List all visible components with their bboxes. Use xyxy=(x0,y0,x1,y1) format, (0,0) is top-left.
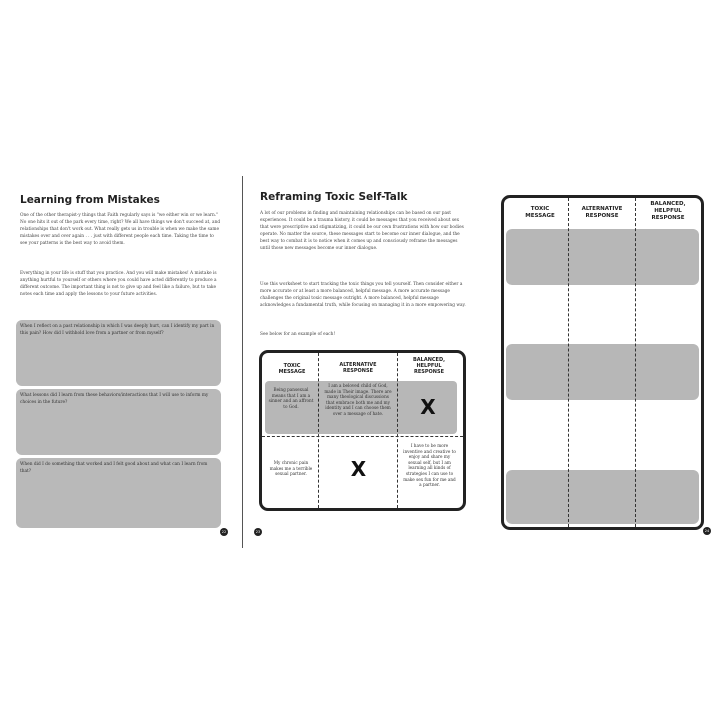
row-1-shading[interactable] xyxy=(506,229,699,285)
page-number: 22 xyxy=(221,530,227,534)
row-1-balanced-x-mark: X xyxy=(420,395,436,419)
book-spine-divider xyxy=(242,176,243,548)
question-text-3: When did I do something that worked and I felt good about and what can I learn from that? xyxy=(20,462,208,474)
intro-paragraph-1: A lot of our problems in finding and maintaining relationships can be based on our past experiences. It could be a trauma history, it could be messages that you received about sex that were prescriptive and stigmatizing, it could be our own frustrations with how our bodies operate. No matter the source, these messages start to become our inner dialogue, and the best way to combat it is to notice when it comes up and consciously reframe the messages until those new messages become our inner dialogue. xyxy=(260,211,464,252)
row-2-toxic-message: My chronic pain makes me a terrible sexual partner. xyxy=(269,460,313,477)
column-divider-1 xyxy=(568,198,569,527)
question-text-2: What lessons did I learn from these behaviors/interactions that I will use to inform my choices in the future? xyxy=(20,393,209,405)
page-number: 24 xyxy=(704,529,710,533)
row-1-toxic-message: Being pansexual means that I am a sinner and an affront to God. xyxy=(268,387,314,409)
example-worksheet-table xyxy=(259,350,466,511)
row-3-shading[interactable] xyxy=(506,344,699,400)
intro-paragraph-2: Use this worksheet to start tracking the toxic things you tell yourself. Then consider either a more accurate or at least a more balanced, helpful message. A more accurate message challenges the original toxic message outright. A more balanced, helpful message acknowledges a fundamental truth, while focusing on managing it in a more empowering way. xyxy=(260,282,466,309)
header-alternative-response: ALTERNATIVE RESPONSE xyxy=(581,206,623,219)
intro-paragraph-3: See below for an example of each! xyxy=(260,332,336,337)
page-number: 23 xyxy=(255,530,261,534)
left-page xyxy=(0,0,242,720)
column-divider-2 xyxy=(397,353,398,508)
page-title: Reframing Toxic Self-Talk xyxy=(260,191,408,203)
header-toxic-message: TOXIC MESSAGE xyxy=(278,363,306,375)
row-2-alternative-x-mark: X xyxy=(350,457,367,481)
header-balanced-response: BALANCED, HELPFUL RESPONSE xyxy=(650,201,686,221)
question-box-2[interactable] xyxy=(16,389,221,455)
row-2-balanced-response: I have to be more inventive and creative to enjoy and share my sexual self, but I am learning all kinds of strategies I can use to make sex fun for me and a partner. xyxy=(403,443,456,488)
header-alternative-response: ALTERNATIVE RESPONSE xyxy=(339,362,377,374)
column-divider-1 xyxy=(318,353,319,508)
question-box-1[interactable] xyxy=(16,320,221,386)
page-title: Learning from Mistakes xyxy=(20,194,160,206)
question-box-3[interactable] xyxy=(16,458,221,528)
row-5-shading[interactable] xyxy=(506,470,699,524)
intro-paragraph-1: One of the other therapist-y things that Faith regularly says is "we either win or we learn." No one hits it out of the park every time, right? We all have things we don't succeed at, and relationships that don't work out. What really gets us in trouble is when we make the same mistakes over and over again . . . just with different people each time. Taking the time to see your patterns is the best way to avoid them. xyxy=(20,213,221,247)
row-1-alternative-response: I am a beloved child of God, made in Their image. There are many theological discussions that embrace both me and my identity and I can choose them over a message of hate. xyxy=(324,383,392,416)
intro-paragraph-2: Everything in your life is stuff that you practice. And you will make mistakes! A mistake is anything hurtful to yourself or others where you could have acted differently to produce a different outcome. The important thing is not to give up and feel like a failure, but to take notes each time and apply the lessons to your future activities. xyxy=(20,271,217,298)
header-balanced-response: BALANCED, HELPFUL RESPONSE xyxy=(412,357,446,375)
column-divider-2 xyxy=(635,198,636,527)
row-divider xyxy=(262,436,463,437)
blank-worksheet-table xyxy=(501,195,704,530)
header-toxic-message: TOXIC MESSAGE xyxy=(525,206,555,219)
question-text-1: When I reflect on a past relationship in which I was deeply hurt, can I identify my part in this pain? How did I withhold love from a partner or from myself? xyxy=(20,324,215,336)
